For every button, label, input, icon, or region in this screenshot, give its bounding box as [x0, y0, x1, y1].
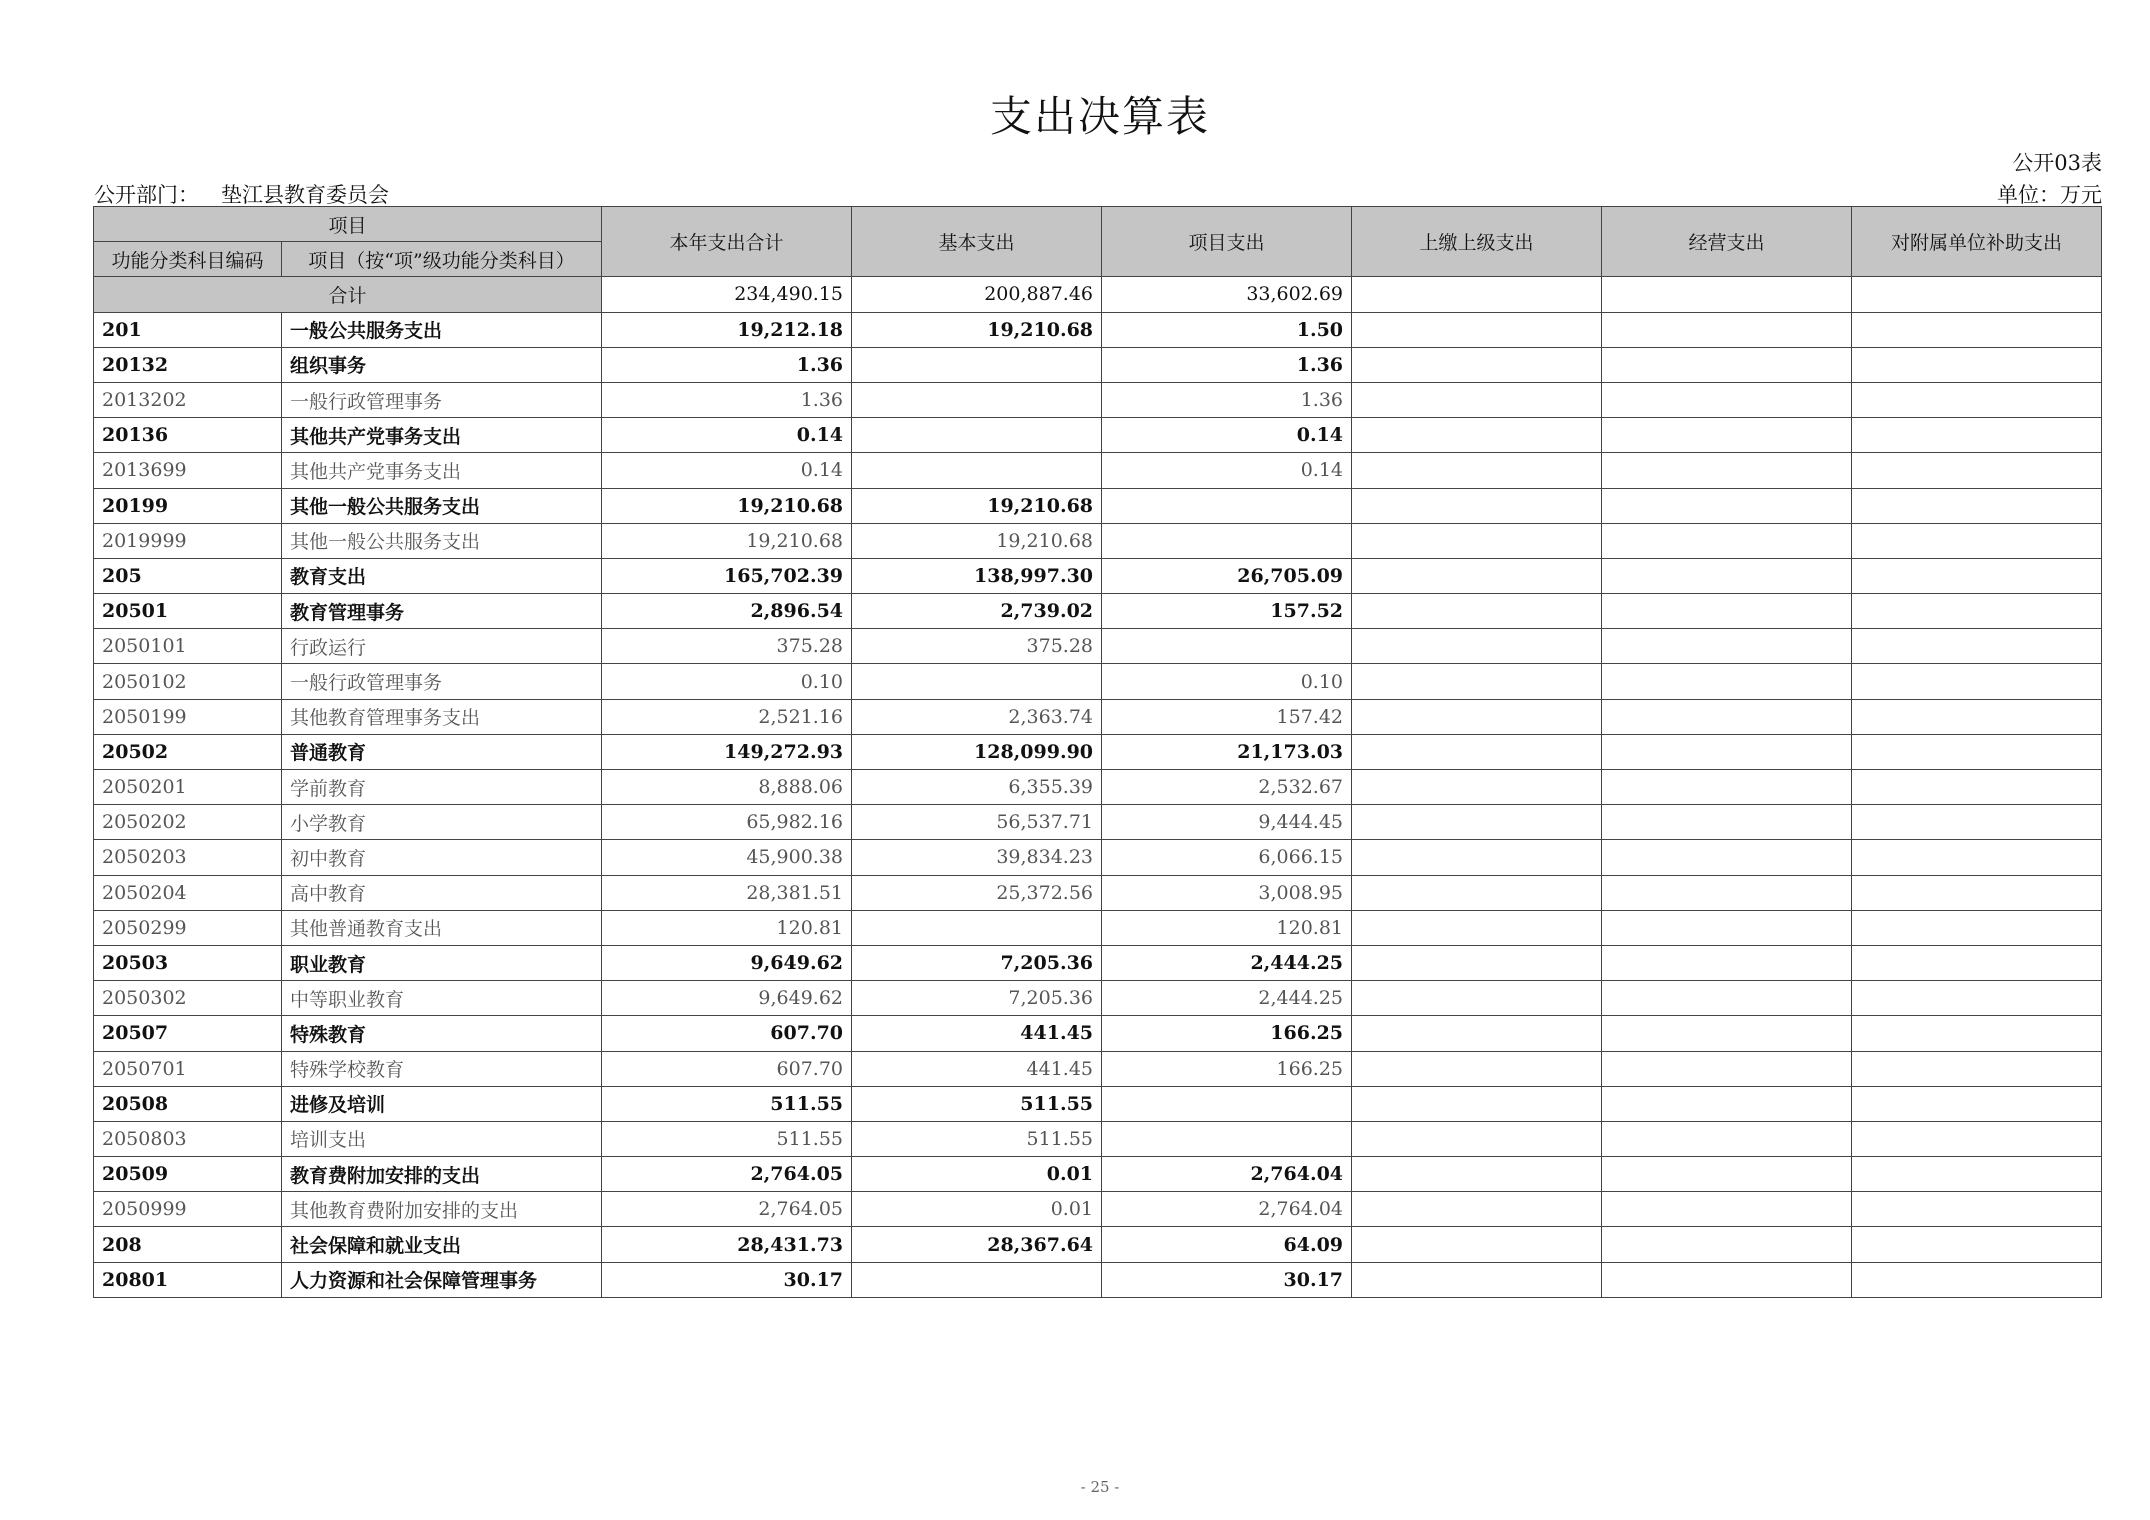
row-total: 0.14 [602, 453, 852, 488]
row-basic: 0.01 [852, 1157, 1102, 1192]
row-total: 2,896.54 [602, 594, 852, 629]
table-row [94, 347, 2102, 382]
table-row [94, 488, 2102, 523]
row-name: 其他一般公共服务支出 [282, 488, 602, 523]
header-business: 经营支出 [1602, 207, 1852, 277]
row-basic: 0.01 [852, 1192, 1102, 1227]
row-basic [852, 382, 1102, 417]
row-subsidy [1852, 805, 2102, 840]
row-subsidy [1852, 1192, 2102, 1227]
table-row [94, 453, 2102, 488]
row-business [1602, 875, 1852, 910]
row-basic: 128,099.90 [852, 734, 1102, 769]
table-row [94, 1192, 2102, 1227]
row-business [1602, 770, 1852, 805]
row-name: 其他教育管理事务支出 [282, 699, 602, 734]
row-basic: 19,210.68 [852, 523, 1102, 558]
row-upper [1352, 523, 1602, 558]
row-name: 一般行政管理事务 [282, 664, 602, 699]
row-code: 2050199 [94, 699, 282, 734]
row-subsidy [1852, 1157, 2102, 1192]
row-name: 普通教育 [282, 734, 602, 769]
row-business [1602, 453, 1852, 488]
row-project: 2,764.04 [1102, 1192, 1352, 1227]
row-subsidy [1852, 910, 2102, 945]
row-basic [852, 1262, 1102, 1297]
table-row [94, 629, 2102, 664]
row-subsidy [1852, 875, 2102, 910]
row-name: 高中教育 [282, 875, 602, 910]
row-business [1602, 594, 1852, 629]
row-basic: 6,355.39 [852, 770, 1102, 805]
row-business [1602, 699, 1852, 734]
row-name: 特殊教育 [282, 1016, 602, 1051]
header-basic: 基本支出 [852, 207, 1102, 277]
row-upper [1352, 1121, 1602, 1156]
row-upper [1352, 910, 1602, 945]
table-row [94, 523, 2102, 558]
row-basic: 511.55 [852, 1086, 1102, 1121]
row-project: 0.14 [1102, 453, 1352, 488]
row-basic [852, 347, 1102, 382]
row-business [1602, 1192, 1852, 1227]
page-title: 支出决算表 [989, 92, 1210, 141]
row-name: 进修及培训 [282, 1086, 602, 1121]
header-code: 功能分类科目编码 [94, 242, 282, 277]
row-basic: 19,210.68 [852, 312, 1102, 347]
row-business [1602, 1051, 1852, 1086]
table-row [94, 558, 2102, 593]
table-row [94, 382, 2102, 417]
row-basic: 138,997.30 [852, 558, 1102, 593]
row-basic: 39,834.23 [852, 840, 1102, 875]
row-project: 1.50 [1102, 312, 1352, 347]
row-project [1102, 488, 1352, 523]
total-sum: 234,490.15 [602, 277, 852, 312]
row-total: 607.70 [602, 1016, 852, 1051]
row-code: 2050299 [94, 910, 282, 945]
row-upper [1352, 875, 1602, 910]
table-row [94, 594, 2102, 629]
row-name: 组织事务 [282, 347, 602, 382]
row-name: 行政运行 [282, 629, 602, 664]
row-basic [852, 418, 1102, 453]
row-project: 1.36 [1102, 382, 1352, 417]
row-total: 1.36 [602, 382, 852, 417]
row-basic: 19,210.68 [852, 488, 1102, 523]
row-basic: 25,372.56 [852, 875, 1102, 910]
row-total: 511.55 [602, 1121, 852, 1156]
row-total: 19,212.18 [602, 312, 852, 347]
row-upper [1352, 488, 1602, 523]
row-project: 64.09 [1102, 1227, 1352, 1262]
table-row [94, 1016, 2102, 1051]
row-subsidy [1852, 1262, 2102, 1297]
row-subsidy [1852, 770, 2102, 805]
row-total: 149,272.93 [602, 734, 852, 769]
row-total: 2,764.05 [602, 1157, 852, 1192]
row-business [1602, 418, 1852, 453]
row-basic: 441.45 [852, 1051, 1102, 1086]
row-upper [1352, 805, 1602, 840]
table-row [94, 664, 2102, 699]
row-total: 607.70 [602, 1051, 852, 1086]
row-project: 2,532.67 [1102, 770, 1352, 805]
row-total: 9,649.62 [602, 981, 852, 1016]
row-business [1602, 488, 1852, 523]
row-subsidy [1852, 523, 2102, 558]
department-label: 公开部门： [94, 183, 199, 207]
row-subsidy [1852, 699, 2102, 734]
row-business [1602, 664, 1852, 699]
row-code: 20501 [94, 594, 282, 629]
row-upper [1352, 1016, 1602, 1051]
row-total: 19,210.68 [602, 488, 852, 523]
row-code: 2050102 [94, 664, 282, 699]
row-code: 2013699 [94, 453, 282, 488]
row-code: 20508 [94, 1086, 282, 1121]
total-project: 33,602.69 [1102, 277, 1352, 312]
row-subsidy [1852, 840, 2102, 875]
row-subsidy [1852, 1227, 2102, 1262]
row-project: 30.17 [1102, 1262, 1352, 1297]
row-upper [1352, 453, 1602, 488]
row-name: 职业教育 [282, 945, 602, 980]
header-subsidy: 对附属单位补助支出 [1852, 207, 2102, 277]
row-project [1102, 629, 1352, 664]
row-name: 其他一般公共服务支出 [282, 523, 602, 558]
table-row [94, 1086, 2102, 1121]
row-total: 0.14 [602, 418, 852, 453]
row-project: 2,444.25 [1102, 981, 1352, 1016]
row-project: 0.10 [1102, 664, 1352, 699]
row-subsidy [1852, 734, 2102, 769]
table-row [94, 840, 2102, 875]
row-name: 教育管理事务 [282, 594, 602, 629]
row-upper [1352, 594, 1602, 629]
table-row [94, 770, 2102, 805]
row-code: 2050803 [94, 1121, 282, 1156]
header-name: 项目（按“项”级功能分类科目） [282, 242, 602, 277]
row-project: 2,444.25 [1102, 945, 1352, 980]
row-code: 2050204 [94, 875, 282, 910]
row-subsidy [1852, 981, 2102, 1016]
row-name: 其他共产党事务支出 [282, 453, 602, 488]
row-code: 20136 [94, 418, 282, 453]
row-upper [1352, 629, 1602, 664]
row-upper [1352, 699, 1602, 734]
total-business [1602, 277, 1852, 312]
row-name: 一般行政管理事务 [282, 382, 602, 417]
row-subsidy [1852, 453, 2102, 488]
row-code: 201 [94, 312, 282, 347]
row-subsidy [1852, 1086, 2102, 1121]
row-code: 2050701 [94, 1051, 282, 1086]
row-name: 其他普通教育支出 [282, 910, 602, 945]
row-project: 120.81 [1102, 910, 1352, 945]
row-upper [1352, 1157, 1602, 1192]
row-project: 157.42 [1102, 699, 1352, 734]
row-project: 157.52 [1102, 594, 1352, 629]
row-subsidy [1852, 312, 2102, 347]
row-business [1602, 312, 1852, 347]
row-upper [1352, 1227, 1602, 1262]
row-basic: 7,205.36 [852, 981, 1102, 1016]
row-code: 2050302 [94, 981, 282, 1016]
row-basic [852, 453, 1102, 488]
row-business [1602, 1227, 1852, 1262]
total-basic: 200,887.46 [852, 277, 1102, 312]
row-upper [1352, 945, 1602, 980]
row-subsidy [1852, 1051, 2102, 1086]
table-row [94, 945, 2102, 980]
row-name: 特殊学校教育 [282, 1051, 602, 1086]
row-upper [1352, 770, 1602, 805]
row-upper [1352, 1051, 1602, 1086]
row-upper [1352, 312, 1602, 347]
row-upper [1352, 840, 1602, 875]
row-basic: 441.45 [852, 1016, 1102, 1051]
row-project [1102, 1121, 1352, 1156]
row-business [1602, 382, 1852, 417]
total-label: 合计 [94, 277, 602, 312]
row-upper [1352, 664, 1602, 699]
row-code: 20502 [94, 734, 282, 769]
row-project: 9,444.45 [1102, 805, 1352, 840]
row-code: 205 [94, 558, 282, 593]
row-project: 6,066.15 [1102, 840, 1352, 875]
row-upper [1352, 1262, 1602, 1297]
row-basic: 375.28 [852, 629, 1102, 664]
row-name: 其他教育费附加安排的支出 [282, 1192, 602, 1227]
row-code: 20132 [94, 347, 282, 382]
row-total: 2,521.16 [602, 699, 852, 734]
row-subsidy [1852, 418, 2102, 453]
row-total: 45,900.38 [602, 840, 852, 875]
table-row [94, 875, 2102, 910]
table-row [94, 699, 2102, 734]
row-subsidy [1852, 1121, 2102, 1156]
table-row [94, 910, 2102, 945]
row-total: 2,764.05 [602, 1192, 852, 1227]
row-upper [1352, 981, 1602, 1016]
row-code: 2050201 [94, 770, 282, 805]
row-name: 其他共产党事务支出 [282, 418, 602, 453]
row-business [1602, 981, 1852, 1016]
table-row [94, 418, 2102, 453]
row-subsidy [1852, 488, 2102, 523]
row-basic: 56,537.71 [852, 805, 1102, 840]
row-total: 30.17 [602, 1262, 852, 1297]
row-basic: 7,205.36 [852, 945, 1102, 980]
row-code: 2050202 [94, 805, 282, 840]
row-project: 2,764.04 [1102, 1157, 1352, 1192]
row-business [1602, 1086, 1852, 1121]
row-subsidy [1852, 629, 2102, 664]
total-row [94, 277, 2102, 312]
row-business [1602, 347, 1852, 382]
row-business [1602, 910, 1852, 945]
row-upper [1352, 558, 1602, 593]
row-name: 学前教育 [282, 770, 602, 805]
row-name: 教育支出 [282, 558, 602, 593]
row-total: 1.36 [602, 347, 852, 382]
row-business [1602, 840, 1852, 875]
header-upper-level: 上缴上级支出 [1352, 207, 1602, 277]
header-project-expenditure: 项目支出 [1102, 207, 1352, 277]
row-total: 165,702.39 [602, 558, 852, 593]
form-number: 公开03表 [2012, 151, 2102, 175]
row-name: 一般公共服务支出 [282, 312, 602, 347]
row-project: 166.25 [1102, 1016, 1352, 1051]
row-subsidy [1852, 945, 2102, 980]
row-basic: 511.55 [852, 1121, 1102, 1156]
row-total: 8,888.06 [602, 770, 852, 805]
department-name: 垫江县教育委员会 [221, 183, 389, 207]
table-row [94, 805, 2102, 840]
row-project: 0.14 [1102, 418, 1352, 453]
row-subsidy [1852, 347, 2102, 382]
row-code: 2050999 [94, 1192, 282, 1227]
row-upper [1352, 347, 1602, 382]
row-upper [1352, 734, 1602, 769]
row-basic: 28,367.64 [852, 1227, 1102, 1262]
table-row [94, 981, 2102, 1016]
row-name: 教育费附加安排的支出 [282, 1157, 602, 1192]
row-basic: 2,739.02 [852, 594, 1102, 629]
row-total: 9,649.62 [602, 945, 852, 980]
row-business [1602, 629, 1852, 664]
row-code: 2050203 [94, 840, 282, 875]
header-project: 项目 [94, 207, 602, 242]
row-business [1602, 734, 1852, 769]
row-project: 1.36 [1102, 347, 1352, 382]
row-total: 28,381.51 [602, 875, 852, 910]
row-name: 人力资源和社会保障管理事务 [282, 1262, 602, 1297]
row-project: 3,008.95 [1102, 875, 1352, 910]
row-total: 375.28 [602, 629, 852, 664]
header-total: 本年支出合计 [602, 207, 852, 277]
row-code: 20801 [94, 1262, 282, 1297]
row-name: 中等职业教育 [282, 981, 602, 1016]
row-basic: 2,363.74 [852, 699, 1102, 734]
row-total: 511.55 [602, 1086, 852, 1121]
row-project: 26,705.09 [1102, 558, 1352, 593]
total-subsidy [1852, 277, 2102, 312]
row-business [1602, 1157, 1852, 1192]
row-code: 20199 [94, 488, 282, 523]
row-total: 0.10 [602, 664, 852, 699]
row-upper [1352, 382, 1602, 417]
total-upper [1352, 277, 1602, 312]
row-business [1602, 805, 1852, 840]
row-code: 2019999 [94, 523, 282, 558]
row-upper [1352, 1192, 1602, 1227]
row-total: 19,210.68 [602, 523, 852, 558]
row-project: 166.25 [1102, 1051, 1352, 1086]
row-code: 20509 [94, 1157, 282, 1192]
row-subsidy [1852, 1016, 2102, 1051]
row-subsidy [1852, 382, 2102, 417]
department-line [94, 179, 389, 209]
row-project [1102, 1086, 1352, 1121]
row-business [1602, 945, 1852, 980]
row-code: 208 [94, 1227, 282, 1262]
row-upper [1352, 1086, 1602, 1121]
row-code: 2013202 [94, 382, 282, 417]
table-row [94, 1121, 2102, 1156]
row-name: 社会保障和就业支出 [282, 1227, 602, 1262]
row-business [1602, 558, 1852, 593]
table-row [94, 734, 2102, 769]
row-basic [852, 910, 1102, 945]
row-code: 2050101 [94, 629, 282, 664]
row-name: 小学教育 [282, 805, 602, 840]
expenditure-table [93, 206, 2102, 1298]
row-code: 20507 [94, 1016, 282, 1051]
table-row [94, 1051, 2102, 1086]
row-name: 培训支出 [282, 1121, 602, 1156]
row-name: 初中教育 [282, 840, 602, 875]
table-row [94, 312, 2102, 347]
row-business [1602, 1016, 1852, 1051]
row-total: 65,982.16 [602, 805, 852, 840]
table-row [94, 1227, 2102, 1262]
row-business [1602, 1121, 1852, 1156]
row-basic [852, 664, 1102, 699]
row-subsidy [1852, 594, 2102, 629]
unit-label: 单位：万元 [1997, 183, 2102, 207]
row-project: 21,173.03 [1102, 734, 1352, 769]
row-subsidy [1852, 664, 2102, 699]
row-total: 120.81 [602, 910, 852, 945]
row-subsidy [1852, 558, 2102, 593]
row-upper [1352, 418, 1602, 453]
row-business [1602, 523, 1852, 558]
row-code: 20503 [94, 945, 282, 980]
row-business [1602, 1262, 1852, 1297]
row-project [1102, 523, 1352, 558]
row-total: 28,431.73 [602, 1227, 852, 1262]
page-number: - 25 - [1080, 1478, 1120, 1496]
table-row [94, 1262, 2102, 1297]
table-row [94, 1157, 2102, 1192]
